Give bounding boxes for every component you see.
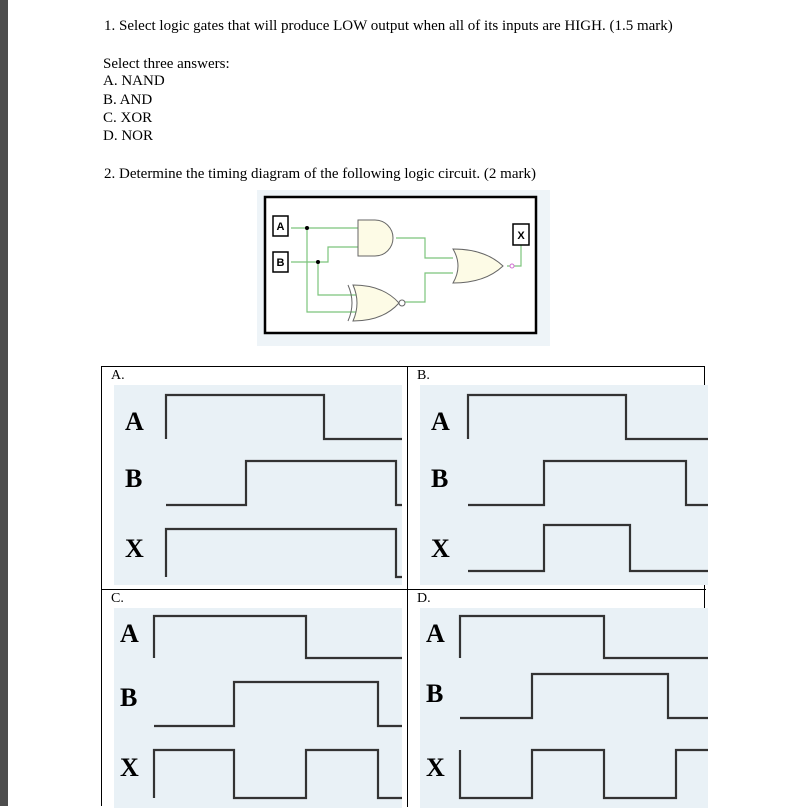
circuit-input-a-label: A — [276, 221, 285, 233]
logic-circuit-diagram — [257, 190, 550, 346]
question-2-text: 2. Determine the timing diagram of the following logic circuit. (2 mark) — [104, 166, 536, 182]
option-c-waveform-x — [154, 750, 402, 798]
option-d-waveform-b — [460, 674, 708, 718]
option-a-timing-diagram — [114, 385, 402, 585]
option-a-label: A. — [111, 368, 125, 383]
question-1-text: 1. Select logic gates that will produce LOW output when all of its inputs are HIGH. (1.5 mark) — [104, 18, 673, 34]
option-a-waveform-b — [166, 461, 402, 505]
circuit-output-x-label: X — [517, 230, 525, 242]
option-c-waveform-b — [154, 682, 402, 726]
option-d-waveform-x — [460, 750, 708, 798]
option-a-waveform-a — [166, 395, 402, 439]
option-d-waveform-a — [460, 616, 708, 658]
option-d-label: D. — [417, 591, 431, 606]
option-d-timing-diagram — [420, 608, 708, 808]
option-a-signal-x-label: X — [125, 534, 144, 563]
option-d-signal-a-label: A — [426, 619, 445, 648]
option-a-waveform-x — [166, 529, 402, 577]
option-b-label: B. — [417, 368, 430, 383]
option-c-signal-a-label: A — [120, 619, 139, 648]
circuit-input-b-label: B — [276, 257, 285, 269]
option-c-signal-b-label: B — [120, 683, 138, 712]
option-b-timing-diagram — [420, 385, 708, 585]
option-a-signal-b-label: B — [125, 464, 143, 493]
question-1-option-c: C. XOR — [103, 110, 153, 126]
option-c-signal-x-label: X — [120, 753, 139, 782]
option-b-signal-x-label: X — [431, 534, 450, 563]
question-1-instruction: Select three answers: — [103, 56, 230, 72]
question-1-option-d: D. NOR — [103, 128, 154, 144]
option-c-label: C. — [111, 591, 124, 606]
option-b-signal-a-label: A — [431, 407, 450, 436]
viewer-left-edge — [0, 0, 8, 806]
question-1-option-b: B. AND — [103, 92, 153, 108]
question-1-option-a: A. NAND — [103, 73, 165, 89]
timing-option-c[interactable] — [102, 590, 403, 812]
option-c-timing-diagram — [114, 608, 402, 808]
option-b-signal-b-label: B — [431, 464, 449, 493]
option-d-signal-b-label: B — [426, 679, 444, 708]
option-b-waveform-x — [468, 525, 708, 571]
option-b-waveform-b — [468, 461, 708, 505]
option-c-waveform-a — [154, 616, 402, 658]
logic-circuit-svg — [257, 190, 550, 346]
timing-option-a[interactable] — [102, 367, 403, 589]
option-d-signal-x-label: X — [426, 753, 445, 782]
timing-option-b[interactable] — [408, 367, 709, 589]
option-b-waveform-a — [468, 395, 708, 439]
timing-option-d[interactable] — [408, 590, 709, 812]
timing-options-table — [101, 366, 705, 806]
option-a-signal-a-label: A — [125, 407, 144, 436]
